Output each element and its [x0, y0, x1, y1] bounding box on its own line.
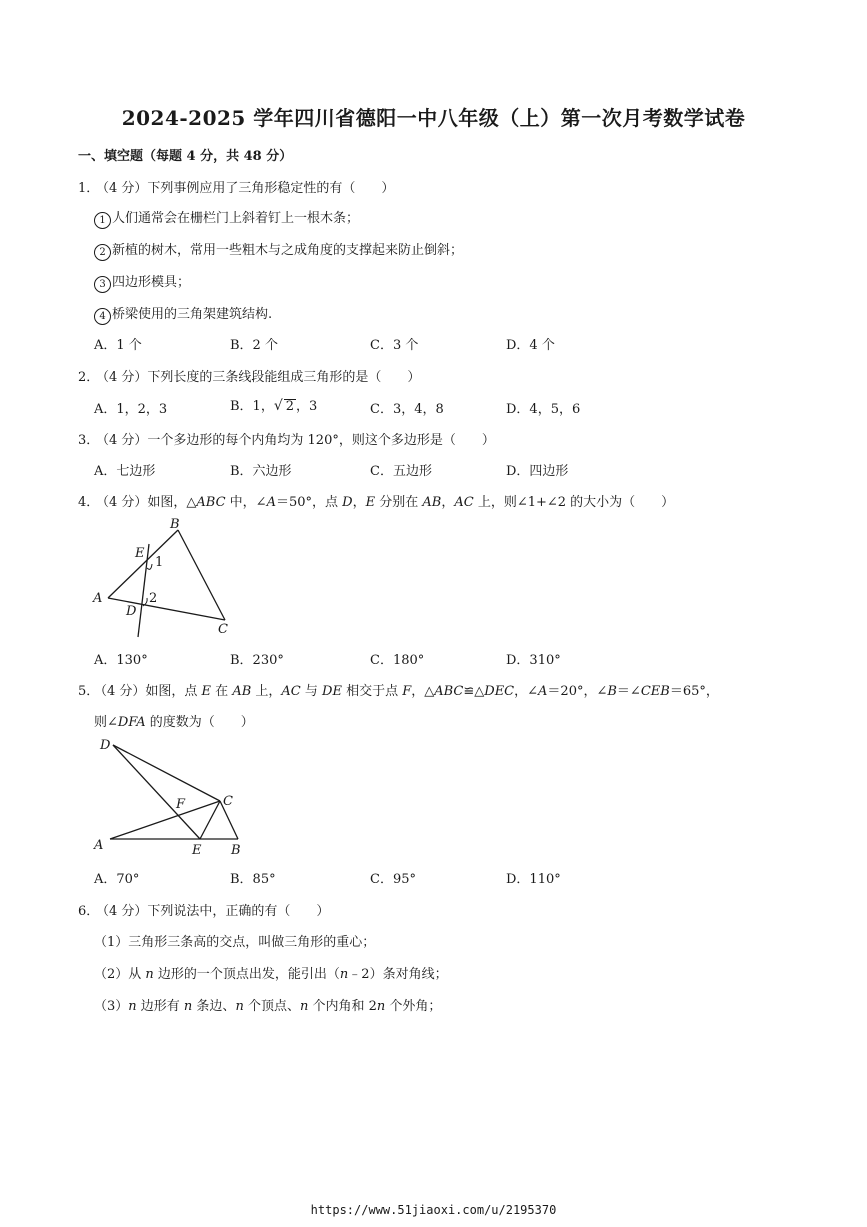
label-d: D — [100, 738, 111, 753]
question-6-statement-2: （2）从 n 边形的一个顶点出发，能引出（n﹣2）条对角线； — [94, 967, 448, 982]
question-2-option-a: A．1，2，3 — [94, 402, 168, 417]
question-4-number: 4． — [78, 495, 100, 510]
question-4-option-c: C．180° — [370, 653, 425, 668]
page-title: 2024-2025 学年四川省德阳一中八年级（上）第一次月考数学试卷 — [121, 106, 746, 130]
triangle-figure-q5 — [88, 733, 258, 863]
question-4-option-b: B．230° — [230, 653, 284, 668]
question-2-option-c: C．3，4，8 — [370, 402, 444, 417]
question-1-number: 1． — [78, 181, 100, 196]
question-3-text: （4 分）一个多边形的每个内角均为 120°，则这个多边形是（ ） — [96, 433, 495, 448]
label-angle-1: 1 — [155, 555, 164, 570]
label-c: C — [223, 794, 233, 809]
question-1-item-4 — [94, 303, 272, 325]
question-6-statement-3: （3）n 边形有 n 条边、n 个顶点、n 个内角和 2n 个外角； — [94, 999, 442, 1014]
question-5-option-d: D．110° — [506, 872, 561, 887]
circled-number: 3 — [94, 276, 111, 293]
question-4-option-a: A．130° — [94, 653, 148, 668]
label-a: A — [93, 591, 103, 606]
label-e: E — [135, 546, 145, 561]
question-3-number: 3． — [78, 433, 100, 448]
label-b: B — [170, 517, 180, 532]
question-3-option-d: D．四边形 — [506, 464, 569, 479]
question-1-option-b: B．2 个 — [230, 338, 278, 353]
segment-dc — [113, 745, 220, 801]
label-f: F — [176, 797, 186, 812]
question-2-number: 2． — [78, 370, 100, 385]
segment-ab — [108, 530, 178, 598]
question-1-item-2 — [94, 239, 463, 261]
item-text: 四边形模具； — [112, 275, 191, 290]
question-5-number: 5． — [78, 684, 100, 699]
sqrt-radicand: 2 — [285, 399, 295, 414]
segment-de — [113, 745, 200, 839]
question-5-text-line-2: 则∠DFA 的度数为（ ） — [94, 715, 254, 730]
question-6-number: 6． — [78, 904, 100, 919]
item-text: 桥梁使用的三角架建筑结构. — [112, 307, 273, 322]
question-2-option-b: B．1，√ 2 ，3 — [230, 398, 318, 414]
question-2-option-d: D．4，5，6 — [506, 402, 581, 417]
label-angle-2: 2 — [149, 591, 158, 606]
circled-number: 4 — [94, 308, 111, 325]
circled-number: 1 — [94, 212, 111, 229]
item-text: 新植的树木，常用一些粗木与之成角度的支撑起来防止倒斜； — [112, 243, 464, 258]
segment-bc — [178, 530, 225, 620]
question-5-text-line-1: （4 分）如图，点 E 在 AB 上，AC 与 DE 相交于点 F，△ABC≌△DEC，∠A＝20°，∠B＝∠CEB＝65°， — [94, 684, 719, 699]
label-c: C — [218, 622, 228, 637]
question-1-text: （4 分）下列事例应用了三角形稳定性的有（ ） — [96, 181, 395, 196]
question-5-option-a: A．70° — [94, 872, 140, 887]
question-2-text: （4 分）下列长度的三条线段能组成三角形的是（ ） — [96, 370, 421, 385]
item-text: 人们通常会在栅栏门上斜着钉上一根木条； — [112, 211, 360, 226]
angle-1-arc — [147, 564, 152, 569]
circled-number: 2 — [94, 244, 111, 261]
question-4-text: （4 分）如图，△ABC 中，∠A＝50°，点 D，E 分别在 AB，AC 上，则∠1+∠2 的大小为（ ） — [96, 495, 675, 510]
question-5-option-b: B．85° — [230, 872, 276, 887]
question-3-option-a: A．七边形 — [94, 464, 156, 479]
question-3-option-c: C．五边形 — [370, 464, 432, 479]
question-1-item-1 — [94, 207, 359, 229]
question-1-option-a: A．1 个 — [94, 338, 142, 353]
section-heading: 一、填空题（每题 4 分，共 48 分） — [78, 149, 293, 164]
label-b: B — [231, 843, 241, 858]
question-1-item-3 — [94, 271, 190, 293]
question-1-option-d: D．4 个 — [506, 338, 555, 353]
question-6-text: （4 分）下列说法中，正确的有（ ） — [96, 904, 330, 919]
footer-url[interactable]: https://www.51jiaoxi.com/u/2195370 — [310, 1203, 557, 1217]
question-5-option-c: C．95° — [370, 872, 416, 887]
label-d: D — [126, 604, 137, 619]
question-4-option-d: D．310° — [506, 653, 561, 668]
triangle-figure-q4 — [88, 512, 248, 642]
question-3-option-b: B．六边形 — [230, 464, 292, 479]
question-1-option-c: C．3 个 — [370, 338, 419, 353]
label-e: E — [192, 843, 202, 858]
label-a: A — [94, 838, 104, 853]
question-6-statement-1: （1）三角形三条高的交点，叫做三角形的重心； — [94, 935, 376, 950]
